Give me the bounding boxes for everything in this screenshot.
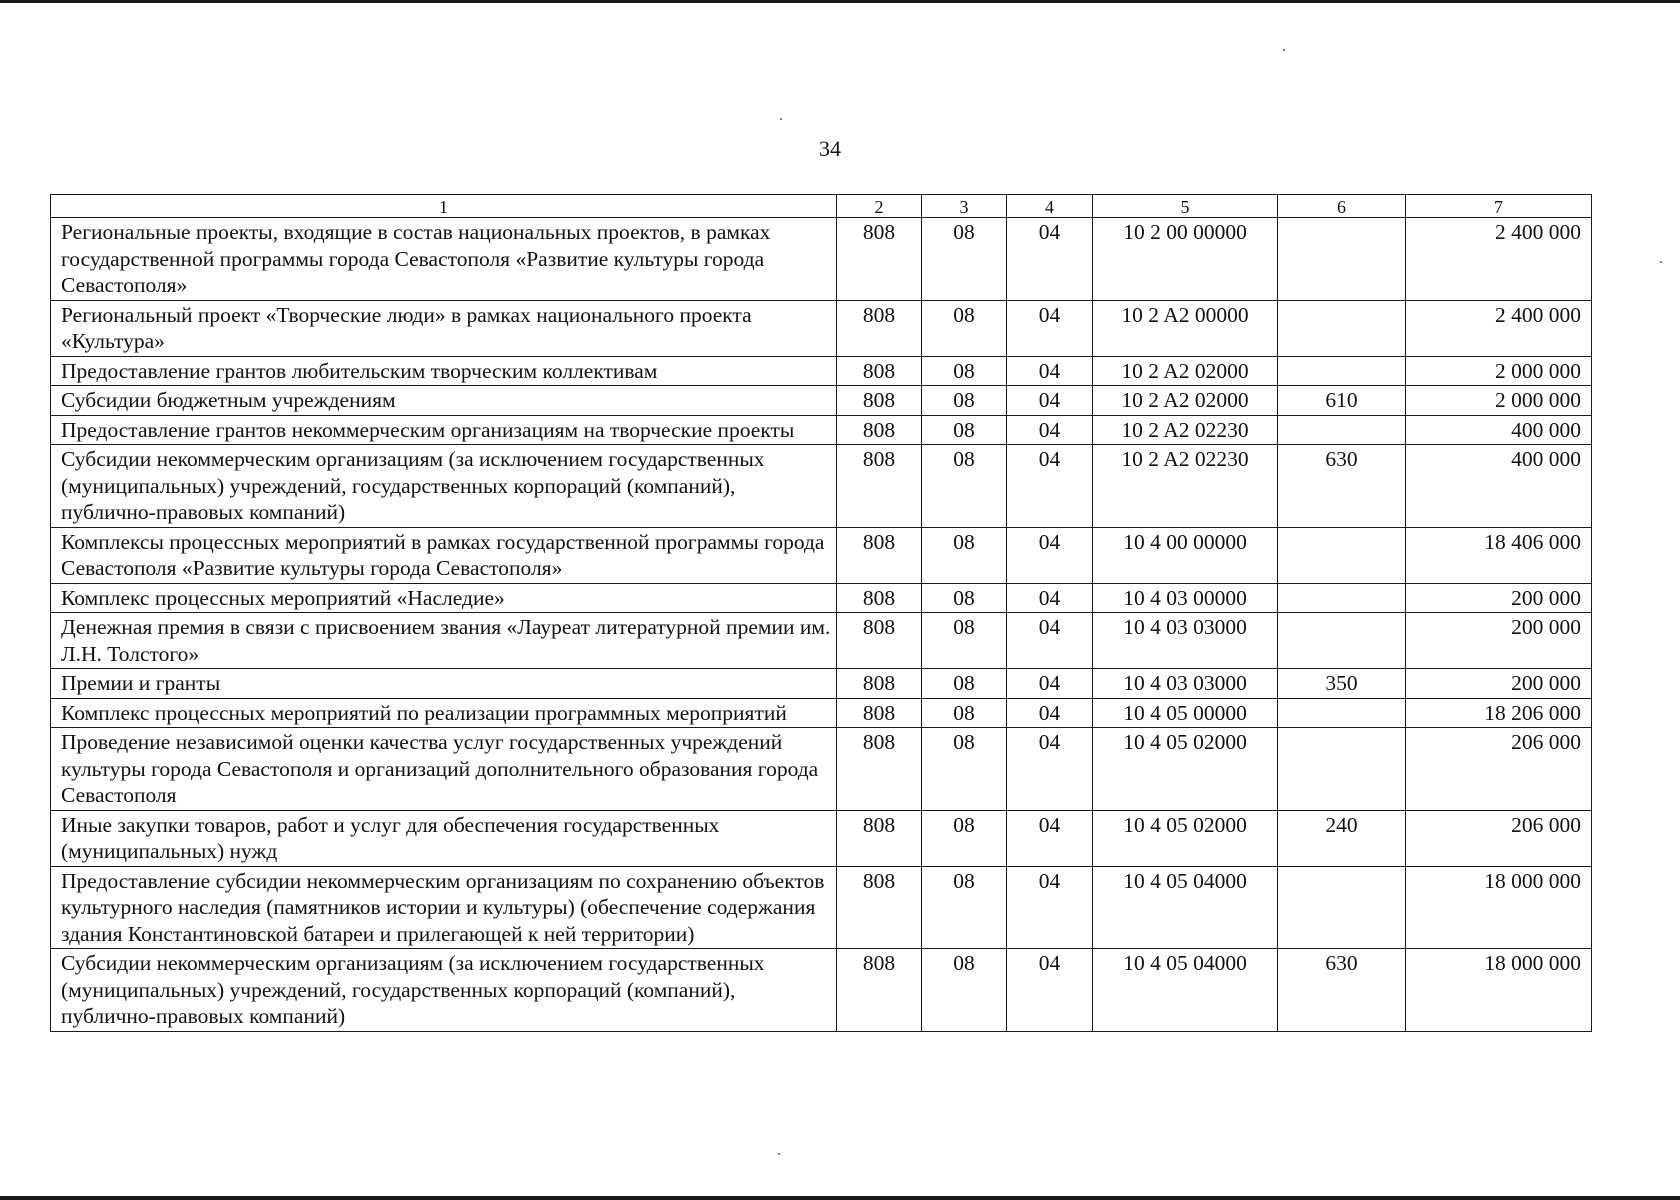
cell-col-3: 08 xyxy=(922,527,1007,583)
header-col-3: 3 xyxy=(922,195,1007,218)
cell-amount: 400 000 xyxy=(1406,445,1592,528)
cell-col-4: 04 xyxy=(1007,810,1093,866)
cell-col-5: 10 4 05 02000 xyxy=(1093,810,1278,866)
cell-amount: 200 000 xyxy=(1406,613,1592,669)
cell-col-4: 04 xyxy=(1007,386,1093,416)
scan-bottom-edge xyxy=(0,1196,1680,1200)
cell-col-4: 04 xyxy=(1007,445,1093,528)
cell-col-3: 08 xyxy=(922,949,1007,1032)
cell-col-6: 630 xyxy=(1278,445,1406,528)
cell-col-5: 10 2 00 00000 xyxy=(1093,218,1278,301)
cell-col-4: 04 xyxy=(1007,698,1093,728)
cell-col-4: 04 xyxy=(1007,415,1093,445)
header-col-6: 6 xyxy=(1278,195,1406,218)
cell-col-2: 808 xyxy=(837,386,922,416)
cell-name: Проведение независимой оценки качества услуг государственных учреждений культуры города Севастополя и организаций дополнительного образования города Севастополя xyxy=(51,728,837,811)
cell-name: Премии и гранты xyxy=(51,669,837,699)
cell-col-2: 808 xyxy=(837,866,922,949)
cell-col-2: 808 xyxy=(837,300,922,356)
cell-col-5: 10 2 A2 02000 xyxy=(1093,356,1278,386)
cell-col-2: 808 xyxy=(837,218,922,301)
table-row xyxy=(51,613,1592,669)
cell-col-2: 808 xyxy=(837,949,922,1032)
cell-col-3: 08 xyxy=(922,218,1007,301)
cell-col-6 xyxy=(1278,527,1406,583)
cell-col-6 xyxy=(1278,356,1406,386)
cell-col-2: 808 xyxy=(837,445,922,528)
scan-top-edge xyxy=(0,0,1680,3)
cell-amount: 2 000 000 xyxy=(1406,356,1592,386)
cell-amount: 200 000 xyxy=(1406,669,1592,699)
cell-col-4: 04 xyxy=(1007,613,1093,669)
cell-amount: 206 000 xyxy=(1406,728,1592,811)
cell-col-3: 08 xyxy=(922,583,1007,613)
cell-col-2: 808 xyxy=(837,527,922,583)
cell-name: Предоставление грантов некоммерческим организациям на творческие проекты xyxy=(51,415,837,445)
cell-name: Денежная премия в связи с присвоением звания «Лауреат литературной премии им. Л.Н. Толстого» xyxy=(51,613,837,669)
cell-col-2: 808 xyxy=(837,415,922,445)
table-row xyxy=(51,445,1592,528)
cell-col-6: 240 xyxy=(1278,810,1406,866)
table-row xyxy=(51,527,1592,583)
scan-speck xyxy=(778,1153,780,1155)
table-row xyxy=(51,866,1592,949)
cell-name: Региональные проекты, входящие в состав национальных проектов, в рамках государственной программы города Севастополя «Развитие культуры города Севастополя» xyxy=(51,218,837,301)
cell-col-2: 808 xyxy=(837,698,922,728)
cell-col-4: 04 xyxy=(1007,527,1093,583)
cell-col-4: 04 xyxy=(1007,218,1093,301)
cell-col-4: 04 xyxy=(1007,949,1093,1032)
cell-col-6 xyxy=(1278,866,1406,949)
cell-name: Субсидии некоммерческим организациям (за исключением государственных (муниципальных) учреждений, государственных корпораций (компаний), публично-правовых компаний) xyxy=(51,949,837,1032)
cell-col-5: 10 2 A2 02000 xyxy=(1093,386,1278,416)
cell-col-2: 808 xyxy=(837,613,922,669)
scan-speck xyxy=(780,118,782,120)
cell-col-5: 10 4 00 00000 xyxy=(1093,527,1278,583)
cell-col-3: 08 xyxy=(922,810,1007,866)
cell-amount: 18 406 000 xyxy=(1406,527,1592,583)
cell-col-2: 808 xyxy=(837,583,922,613)
header-col-5: 5 xyxy=(1093,195,1278,218)
cell-col-6 xyxy=(1278,728,1406,811)
table-header-row xyxy=(51,195,1592,218)
cell-col-5: 10 4 05 02000 xyxy=(1093,728,1278,811)
table-body xyxy=(51,218,1592,1032)
cell-name: Субсидии некоммерческим организациям (за исключением государственных (муниципальных) учреждений, государственных корпораций (компаний), публично-правовых компаний) xyxy=(51,445,837,528)
cell-amount: 206 000 xyxy=(1406,810,1592,866)
cell-amount: 2 000 000 xyxy=(1406,386,1592,416)
cell-col-6 xyxy=(1278,583,1406,613)
table-row xyxy=(51,698,1592,728)
header-col-1: 1 xyxy=(51,195,837,218)
scan-speck xyxy=(1660,261,1662,263)
cell-col-4: 04 xyxy=(1007,583,1093,613)
table-row xyxy=(51,949,1592,1032)
cell-col-3: 08 xyxy=(922,445,1007,528)
cell-col-5: 10 4 05 04000 xyxy=(1093,866,1278,949)
cell-col-6 xyxy=(1278,415,1406,445)
cell-col-4: 04 xyxy=(1007,356,1093,386)
cell-col-6 xyxy=(1278,218,1406,301)
cell-col-2: 808 xyxy=(837,669,922,699)
cell-amount: 2 400 000 xyxy=(1406,218,1592,301)
cell-col-5: 10 2 A2 02230 xyxy=(1093,415,1278,445)
cell-name: Региональный проект «Творческие люди» в рамках национального проекта «Культура» xyxy=(51,300,837,356)
cell-col-5: 10 4 03 03000 xyxy=(1093,613,1278,669)
table-row xyxy=(51,415,1592,445)
cell-col-6: 610 xyxy=(1278,386,1406,416)
cell-name: Комплекс процессных мероприятий по реализации программных мероприятий xyxy=(51,698,837,728)
cell-name: Предоставление субсидии некоммерческим организациям по сохранению объектов культурного наследия (памятников истории и культуры) (обеспечение содержания здания Константиновской батареи и прилегающей к ней территории) xyxy=(51,866,837,949)
header-col-7: 7 xyxy=(1406,195,1592,218)
cell-col-5: 10 4 05 00000 xyxy=(1093,698,1278,728)
table-row xyxy=(51,669,1592,699)
cell-col-3: 08 xyxy=(922,613,1007,669)
cell-col-4: 04 xyxy=(1007,866,1093,949)
cell-amount: 18 000 000 xyxy=(1406,866,1592,949)
cell-col-5: 10 4 03 03000 xyxy=(1093,669,1278,699)
table-row xyxy=(51,583,1592,613)
cell-col-3: 08 xyxy=(922,415,1007,445)
cell-name: Предоставление грантов любительским творческим коллективам xyxy=(51,356,837,386)
cell-col-3: 08 xyxy=(922,356,1007,386)
table-row xyxy=(51,728,1592,811)
cell-amount: 400 000 xyxy=(1406,415,1592,445)
cell-col-6 xyxy=(1278,613,1406,669)
table-row xyxy=(51,386,1592,416)
cell-col-2: 808 xyxy=(837,356,922,386)
header-col-2: 2 xyxy=(837,195,922,218)
table-row xyxy=(51,356,1592,386)
table-row xyxy=(51,300,1592,356)
cell-name: Комплексы процессных мероприятий в рамках государственной программы города Севастополя «Развитие культуры города Севастополя» xyxy=(51,527,837,583)
cell-col-5: 10 4 03 00000 xyxy=(1093,583,1278,613)
cell-amount: 18 000 000 xyxy=(1406,949,1592,1032)
cell-col-3: 08 xyxy=(922,669,1007,699)
cell-name: Иные закупки товаров, работ и услуг для обеспечения государственных (муниципальных) нужд xyxy=(51,810,837,866)
table-row xyxy=(51,218,1592,301)
cell-col-6 xyxy=(1278,300,1406,356)
cell-col-4: 04 xyxy=(1007,728,1093,811)
cell-col-3: 08 xyxy=(922,728,1007,811)
cell-col-3: 08 xyxy=(922,386,1007,416)
cell-name: Субсидии бюджетным учреждениям xyxy=(51,386,837,416)
cell-col-6: 350 xyxy=(1278,669,1406,699)
header-col-4: 4 xyxy=(1007,195,1093,218)
cell-col-2: 808 xyxy=(837,810,922,866)
cell-col-3: 08 xyxy=(922,866,1007,949)
page-number: 34 xyxy=(819,136,841,161)
cell-col-5: 10 2 A2 02230 xyxy=(1093,445,1278,528)
cell-col-2: 808 xyxy=(837,728,922,811)
cell-name: Комплекс процессных мероприятий «Наследие» xyxy=(51,583,837,613)
cell-col-5: 10 4 05 04000 xyxy=(1093,949,1278,1032)
cell-col-5: 10 2 A2 00000 xyxy=(1093,300,1278,356)
cell-col-3: 08 xyxy=(922,300,1007,356)
scan-speck xyxy=(1283,49,1285,51)
cell-col-6: 630 xyxy=(1278,949,1406,1032)
cell-col-6 xyxy=(1278,698,1406,728)
cell-amount: 2 400 000 xyxy=(1406,300,1592,356)
table-row xyxy=(51,810,1592,866)
cell-col-3: 08 xyxy=(922,698,1007,728)
cell-col-4: 04 xyxy=(1007,300,1093,356)
cell-amount: 200 000 xyxy=(1406,583,1592,613)
cell-amount: 18 206 000 xyxy=(1406,698,1592,728)
cell-col-4: 04 xyxy=(1007,669,1093,699)
budget-table xyxy=(50,194,1592,1032)
